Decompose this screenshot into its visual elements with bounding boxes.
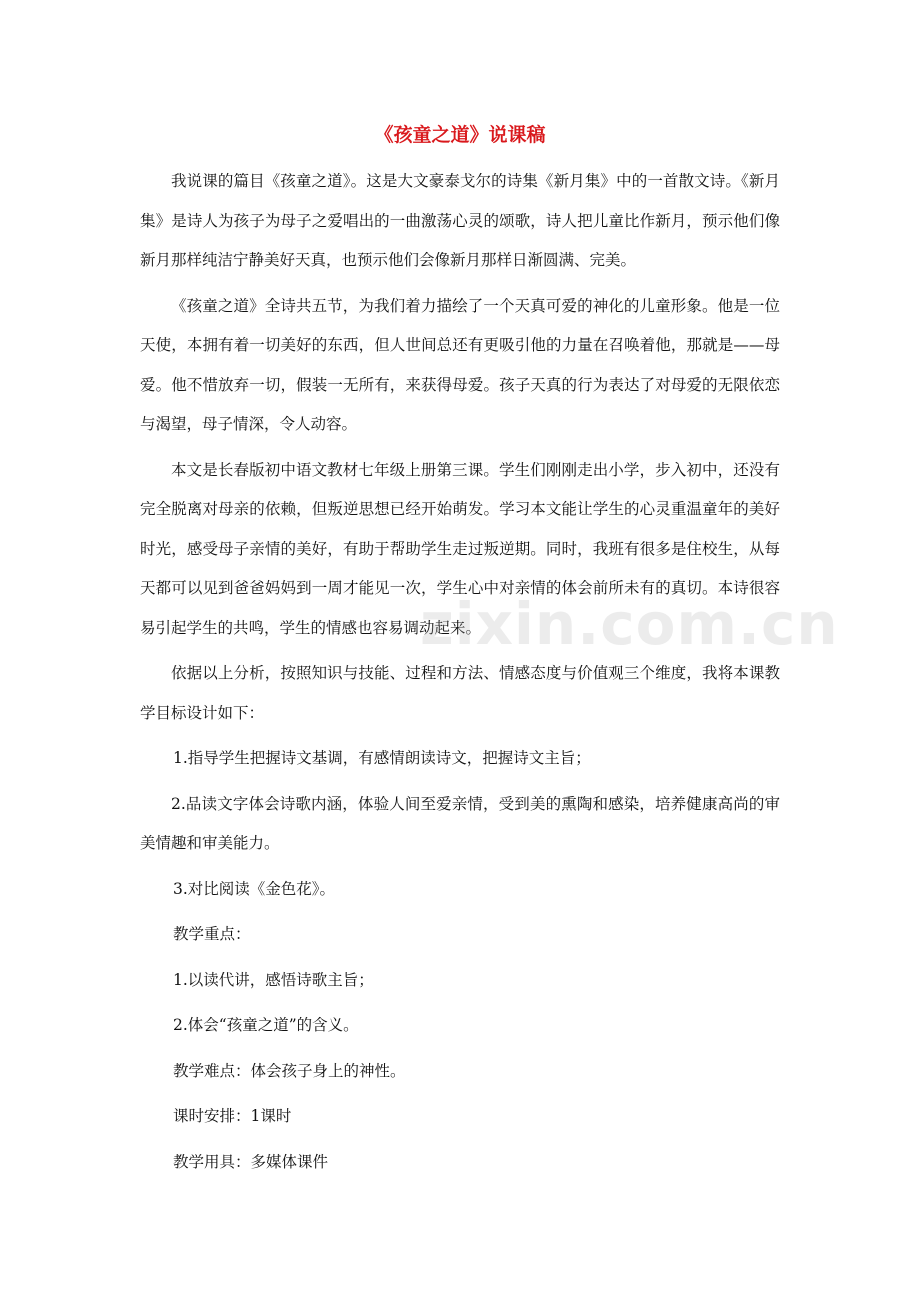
objective-1: 1.指导学生把握诗文基调，有感情朗读诗文，把握诗文主旨； xyxy=(173,749,591,767)
paragraph-textbook-context: 本文是长春版初中语文教材七年级上册第三课。学生们刚刚走出小学，步入初中，还没有完全脱离对母亲的依赖，但叛逆思想已经开始萌发。学习本文能让学生的心灵重温童年的美好时光，感受母子亲情的美好，有助于帮助学生走过叛逆期。同时，我班有很多是住校生，从每天都可以见到爸爸妈妈到一周才能见一次，学生心中对亲情的体会前所未有的真切。本诗很容易引起学生的共鸣，学生的情感也容易调动起来。 xyxy=(140,460,780,637)
page-title: 《孩童之道》说课稿 xyxy=(374,124,546,146)
key-point-2: 2.体会“孩童之道”的含义。 xyxy=(173,1016,359,1034)
paragraph-intro: 我说课的篇目《孩童之道》。这是大文豪泰戈尔的诗集《新月集》中的一首散文诗。《新月集》是诗人为孩子为母子之爱唱出的一曲激荡心灵的颂歌，诗人把儿童比作新月，预示他们像新月那样纯洁宁静美好天真，也预示他们会像新月那样日渐圆满、完美。 xyxy=(140,172,780,269)
objective-3: 3.对比阅读《金色花》。 xyxy=(173,879,336,898)
class-hours: 课时安排：1课时 xyxy=(173,1107,292,1125)
paragraph-poem-summary: 《孩童之道》全诗共五节，为我们着力描绘了一个天真可爱的神化的儿童形象。他是一位天使，本拥有着一切美好的东西，但人世间总还有更吸引他的力量在召唤着他，那就是——母爱。他不惜放弃一切，假装一无所有，来获得母爱。孩子天真的行为表达了对母爱的无限依恋与渴望，母子情深，令人动容。 xyxy=(140,296,780,433)
paragraph-objectives-intro: 依据以上分析，按照知识与技能、过程和方法、情感态度与价值观三个维度，我将本课教学目标设计如下： xyxy=(140,664,780,722)
objective-2: 2.品读文字体会诗歌内涵，体验人间至爱亲情，受到美的熏陶和感染，培养健康高尚的审美情趣和审美能力。 xyxy=(140,794,780,852)
key-point-1: 1.以读代讲，感悟诗歌主旨； xyxy=(173,970,374,989)
key-points-heading: 教学重点： xyxy=(173,925,251,943)
document-body xyxy=(140,162,780,1188)
difficult-point: 教学难点：体会孩子身上的神性。 xyxy=(173,1061,406,1080)
teaching-tools: 教学用具：多媒体课件 xyxy=(173,1152,329,1171)
watermark: zixin.com.cn xyxy=(420,590,839,658)
